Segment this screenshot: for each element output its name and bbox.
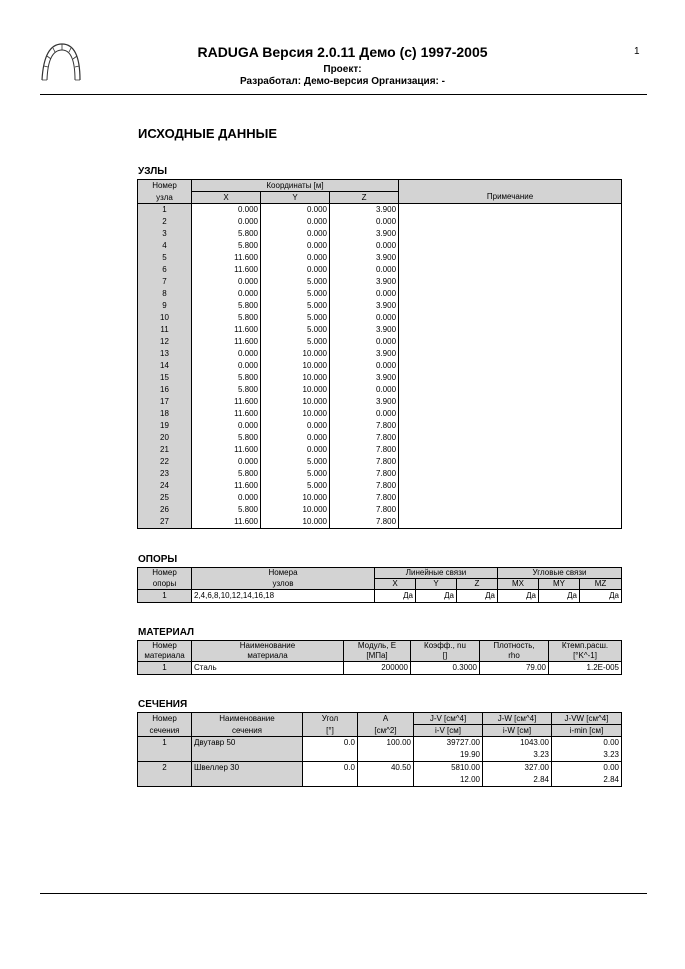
node-num: 15 (138, 372, 192, 384)
node-y: 0.000 (261, 432, 330, 444)
table-row (138, 590, 622, 603)
section-area: 40.50 (358, 762, 414, 787)
node-z: 0.000 (330, 360, 399, 372)
section-jw: 1043.00 (483, 737, 552, 750)
table-row (138, 737, 622, 750)
node-y: 0.000 (261, 420, 330, 432)
node-z: 7.800 (330, 456, 399, 468)
section-iv: 12.00 (414, 774, 483, 787)
node-num-header-2: узла (138, 192, 192, 204)
node-y: 10.000 (261, 348, 330, 360)
node-num: 2 (138, 216, 192, 228)
support-num-header-2: опоры (138, 579, 192, 590)
node-z: 7.800 (330, 444, 399, 456)
material-name-header: Наименование (192, 641, 344, 652)
node-x: 5.800 (192, 372, 261, 384)
x-header: X (192, 192, 261, 204)
support-y: Да (416, 590, 457, 603)
node-y: 10.000 (261, 516, 330, 529)
node-y: 10.000 (261, 384, 330, 396)
node-num: 16 (138, 384, 192, 396)
node-y: 5.000 (261, 456, 330, 468)
node-num: 7 (138, 276, 192, 288)
density-unit: rho (480, 651, 549, 662)
node-y: 5.000 (261, 468, 330, 480)
support-my: Да (539, 590, 580, 603)
section-jv: 5810.00 (414, 762, 483, 775)
node-x: 5.800 (192, 312, 261, 324)
section-angle: 0.0 (303, 737, 358, 762)
node-x: 5.800 (192, 240, 261, 252)
node-num: 26 (138, 504, 192, 516)
supports-section-title: ОПОРЫ (138, 554, 178, 565)
node-z: 0.000 (330, 288, 399, 300)
iw-header: i-W [см] (483, 725, 552, 737)
node-z: 3.900 (330, 372, 399, 384)
support-z: Да (457, 590, 498, 603)
section-area: 100.00 (358, 737, 414, 762)
material-num-header-2: материала (138, 651, 192, 662)
material-num-header: Номер (138, 641, 192, 652)
node-x: 11.600 (192, 480, 261, 492)
node-z: 0.000 (330, 216, 399, 228)
node-x: 0.000 (192, 492, 261, 504)
material-density: 79.00 (480, 662, 549, 675)
node-num: 9 (138, 300, 192, 312)
z-header: Z (361, 193, 367, 202)
node-z: 3.900 (330, 252, 399, 264)
section-jvw: 0.00 (603, 738, 619, 747)
note-header: Примечание (486, 192, 534, 201)
node-y: 10.000 (261, 396, 330, 408)
node-x: 5.800 (192, 432, 261, 444)
node-num: 21 (138, 444, 192, 456)
node-x: 11.600 (192, 516, 261, 529)
support-nodes: 2,4,6,8,10,12,14,16,18 (192, 590, 375, 603)
footer-divider (40, 893, 647, 894)
node-y: 0.000 (261, 264, 330, 276)
node-x: 11.600 (192, 336, 261, 348)
node-y: 0.000 (261, 228, 330, 240)
node-x: 5.800 (192, 504, 261, 516)
angle-header: Угол (303, 713, 358, 725)
material-modulus: 200000 (344, 662, 411, 675)
node-x: 11.600 (192, 264, 261, 276)
iv-header: i-V [см] (414, 725, 483, 737)
node-x: 5.800 (192, 228, 261, 240)
node-y: 5.000 (261, 312, 330, 324)
node-num-header: Номер (138, 180, 192, 192)
node-x: 5.800 (192, 300, 261, 312)
table-row (138, 762, 622, 775)
material-name-header-2: материала (192, 651, 344, 662)
node-z: 0.000 (330, 336, 399, 348)
angle-unit: [°] (303, 725, 358, 737)
node-y: 5.000 (261, 276, 330, 288)
node-y: 0.000 (261, 204, 330, 217)
node-num: 23 (138, 468, 192, 480)
density-header: Плотность, (480, 641, 549, 652)
node-x: 0.000 (192, 360, 261, 372)
node-x: 5.800 (192, 384, 261, 396)
node-y: 0.000 (261, 444, 330, 456)
linear-links-header: Линейные связи (375, 568, 498, 579)
node-num: 25 (138, 492, 192, 504)
section-num-header: Номер (138, 713, 192, 725)
support-nodes-header: Номера (192, 568, 375, 579)
node-num: 3 (138, 228, 192, 240)
support-x: Да (375, 590, 416, 603)
table-row (138, 662, 622, 675)
support-my-header: MY (539, 579, 580, 590)
node-num: 14 (138, 360, 192, 372)
node-y: 10.000 (261, 492, 330, 504)
node-x: 0.000 (192, 216, 261, 228)
node-note (399, 204, 622, 529)
y-header: Y (261, 192, 330, 204)
node-x: 11.600 (192, 252, 261, 264)
node-num: 8 (138, 288, 192, 300)
jvw-header: J-VW [см^4] (564, 714, 609, 723)
coords-header: Координаты [м] (192, 180, 399, 192)
document-title: RADUGA Версия 2.0.11 Демо (с) 1997-2005 (197, 44, 488, 60)
thermal-header: Ктемп.расш. (561, 641, 609, 650)
imin-header: i-min [см] (552, 725, 622, 737)
material-name: Сталь (192, 662, 344, 675)
main-title: ИСХОДНЫЕ ДАННЫЕ (138, 126, 277, 141)
node-y: 0.000 (261, 252, 330, 264)
node-z: 0.000 (330, 312, 399, 324)
support-mx-header: MX (498, 579, 539, 590)
section-jw: 327.00 (483, 762, 552, 775)
node-y: 5.000 (261, 288, 330, 300)
node-x: 0.000 (192, 420, 261, 432)
node-x: 0.000 (192, 276, 261, 288)
node-y: 5.000 (261, 324, 330, 336)
project-label: Проект: (323, 64, 362, 75)
node-z: 0.000 (330, 240, 399, 252)
section-imin: 2.84 (603, 775, 619, 784)
section-iv: 19.90 (414, 749, 483, 762)
node-z: 3.900 (330, 276, 399, 288)
section-num: 2 (138, 762, 192, 787)
node-num: 10 (138, 312, 192, 324)
modulus-unit: [МПа] (344, 651, 411, 662)
node-y: 10.000 (261, 372, 330, 384)
node-z: 7.800 (330, 480, 399, 492)
node-x: 0.000 (192, 204, 261, 217)
table-row (138, 204, 622, 217)
node-z: 0.000 (330, 384, 399, 396)
support-mz: Да (609, 591, 620, 600)
node-x: 11.600 (192, 408, 261, 420)
jv-header: J-V [см^4] (414, 713, 483, 725)
section-name: Швеллер 30 (192, 762, 303, 787)
section-angle: 0.0 (303, 762, 358, 787)
node-num: 18 (138, 408, 192, 420)
node-num: 4 (138, 240, 192, 252)
sections-table (137, 712, 622, 787)
section-iw: 2.84 (483, 774, 552, 787)
support-num-header: Номер (138, 568, 192, 579)
node-z: 3.900 (330, 228, 399, 240)
node-z: 7.800 (330, 432, 399, 444)
section-num-header-2: сечения (138, 725, 192, 737)
node-y: 10.000 (261, 504, 330, 516)
support-x-header: X (375, 579, 416, 590)
section-name: Двутавр 50 (192, 737, 303, 762)
sections-section-title: СЕЧЕНИЯ (138, 699, 188, 710)
note-header-cell (399, 180, 622, 204)
node-num: 1 (138, 204, 192, 217)
node-num: 27 (138, 516, 192, 529)
node-y: 10.000 (261, 360, 330, 372)
node-num: 12 (138, 336, 192, 348)
support-nodes-header-2: узлов (192, 579, 375, 590)
node-num: 17 (138, 396, 192, 408)
support-mz-header: MZ (594, 579, 607, 588)
node-num: 22 (138, 456, 192, 468)
node-num: 19 (138, 420, 192, 432)
node-y: 5.000 (261, 300, 330, 312)
nu-header: Коэфф., nu (411, 641, 480, 652)
supports-table (137, 567, 622, 603)
node-y: 5.000 (261, 480, 330, 492)
node-z: 7.800 (330, 468, 399, 480)
section-num: 1 (138, 737, 192, 762)
node-z: 3.900 (330, 396, 399, 408)
node-x: 0.000 (192, 288, 261, 300)
thermal-unit: [°K^-1] (573, 651, 597, 660)
node-z: 3.900 (330, 300, 399, 312)
node-x: 11.600 (192, 324, 261, 336)
nodes-section-title: УЗЛЫ (138, 166, 168, 177)
node-x: 0.000 (192, 348, 261, 360)
node-num: 24 (138, 480, 192, 492)
section-jv: 39727.00 (414, 737, 483, 750)
section-imin: 3.23 (603, 750, 619, 759)
area-header: A (358, 713, 414, 725)
node-num: 6 (138, 264, 192, 276)
node-x: 11.600 (192, 444, 261, 456)
nu-unit: [] (411, 651, 480, 662)
section-jvw: 0.00 (603, 763, 619, 772)
support-num: 1 (138, 590, 192, 603)
node-z: 0.000 (330, 408, 399, 420)
modulus-header: Модуль, E (344, 641, 411, 652)
material-thermal: 1.2E-005 (586, 663, 619, 672)
jw-header: J-W [см^4] (483, 713, 552, 725)
node-z: 3.900 (330, 204, 399, 217)
section-name-header-2: сечения (192, 725, 303, 737)
support-y-header: Y (416, 579, 457, 590)
node-num: 20 (138, 432, 192, 444)
node-x: 11.600 (192, 396, 261, 408)
angular-links-header: Угловые связи (498, 568, 622, 579)
node-z: 0.000 (330, 264, 399, 276)
node-z: 7.800 (330, 492, 399, 504)
section-name-header: Наименование (192, 713, 303, 725)
node-num: 13 (138, 348, 192, 360)
header-divider (40, 94, 647, 95)
node-z: 7.800 (330, 516, 399, 529)
area-unit: [см^2] (358, 725, 414, 737)
material-nu: 0.3000 (411, 662, 480, 675)
material-section-title: МАТЕРИАЛ (138, 627, 195, 638)
developer-line: Разработал: Демо-версия Организация: - (240, 76, 445, 87)
node-y: 5.000 (261, 336, 330, 348)
node-y: 0.000 (261, 216, 330, 228)
node-z: 7.800 (330, 504, 399, 516)
section-iw: 3.23 (483, 749, 552, 762)
material-table (137, 640, 622, 675)
node-y: 10.000 (261, 408, 330, 420)
page-number: 1 (634, 46, 640, 57)
node-num: 5 (138, 252, 192, 264)
node-z: 3.900 (330, 348, 399, 360)
node-x: 0.000 (192, 456, 261, 468)
node-z: 3.900 (330, 324, 399, 336)
node-z: 7.800 (330, 420, 399, 432)
support-mx: Да (498, 590, 539, 603)
nodes-table (137, 179, 622, 529)
node-y: 0.000 (261, 240, 330, 252)
node-x: 5.800 (192, 468, 261, 480)
material-num: 1 (138, 662, 192, 675)
node-num: 11 (138, 324, 192, 336)
support-z-header: Z (457, 579, 498, 590)
